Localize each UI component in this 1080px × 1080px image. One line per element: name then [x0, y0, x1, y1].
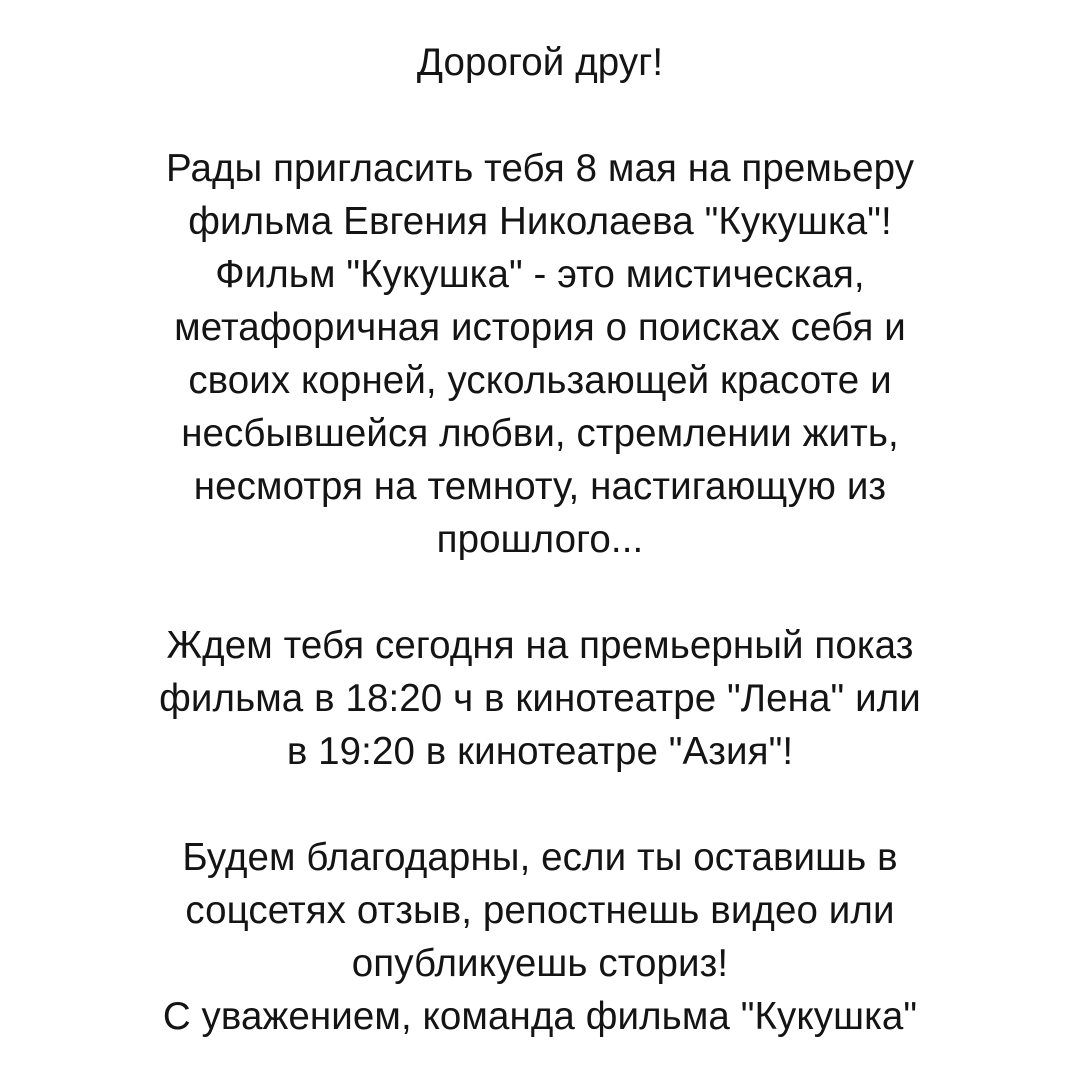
paragraph-line: несбывшейся любви, стремлении жить,: [181, 412, 899, 455]
spacer: [50, 566, 1030, 619]
paragraph-line: опубликуешь сториз!: [351, 942, 729, 985]
paragraph-premiere: [50, 142, 1030, 566]
paragraph-line: несмотря на темноту, настигающую из: [193, 465, 887, 508]
paragraph-line: Ждем тебя сегодня на премьерный показ: [166, 624, 914, 667]
spacer: [50, 778, 1030, 831]
paragraph-line: в 19:20 в кинотеатре "Азия"!: [286, 730, 794, 773]
paragraph-line: соцсетях отзыв, репостнешь видео или: [185, 889, 895, 932]
paragraph-line: фильма Евгения Николаева "Кукушка"!: [188, 200, 892, 243]
spacer: [50, 89, 1030, 142]
paragraph-line: Будем благодарны, если ты оставишь в: [182, 836, 898, 879]
paragraph-line: фильма в 18:20 ч в кинотеатре "Лена" или: [159, 677, 921, 720]
paragraph-line: прошлого...: [436, 518, 644, 561]
paragraph-line: Рады пригласить тебя 8 мая на премьеру: [165, 147, 915, 190]
paragraph-line: своих корней, ускользающей красоте и: [188, 359, 892, 402]
paragraph-request: [50, 831, 1030, 990]
signature: С уважением, команда фильма "Кукушка": [162, 995, 918, 1038]
paragraph-line: Фильм "Кукушка" - это мистическая,: [215, 253, 865, 296]
greeting: Дорогой друг!: [416, 41, 664, 84]
paragraph-showtimes: [50, 619, 1030, 778]
paragraph-line: метафоричная история о поисках себя и: [174, 306, 906, 349]
